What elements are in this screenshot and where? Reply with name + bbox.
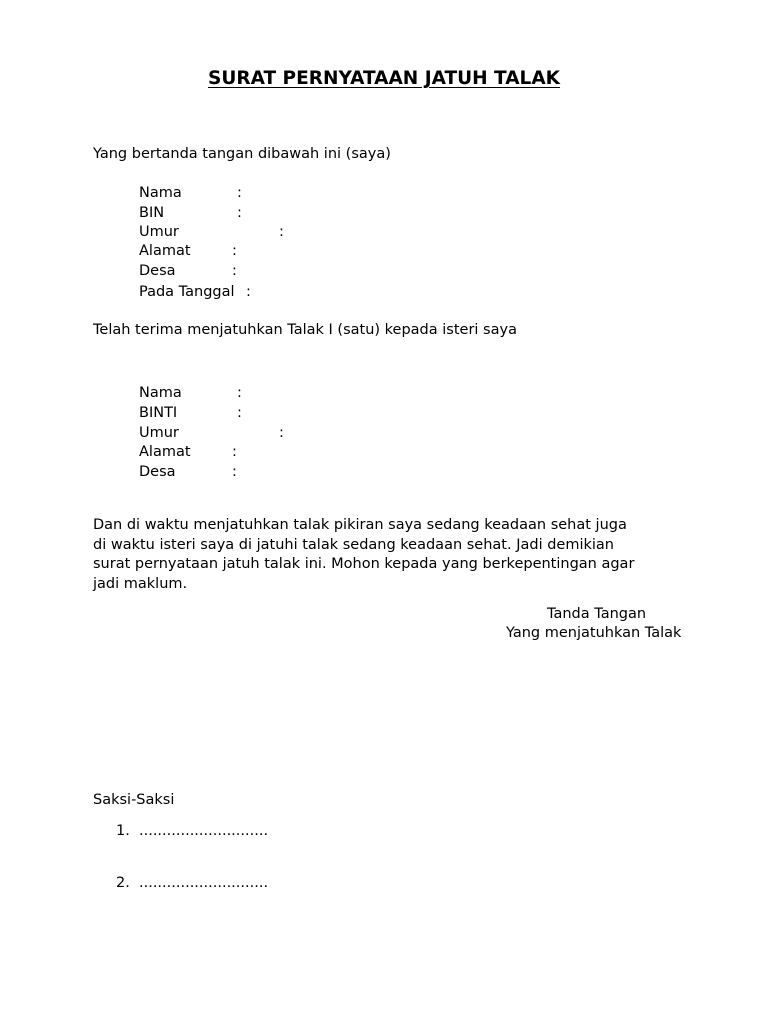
field-label-desa: Desa xyxy=(139,263,176,279)
field-colon: : xyxy=(237,185,242,201)
field-colon: : xyxy=(237,405,242,421)
field-colon: : xyxy=(279,425,284,441)
field-label-umur: Umur xyxy=(139,224,179,240)
signature-label: Tanda Tangan xyxy=(547,606,647,622)
statement-text: Telah terima menjatuhkan Talak I (satu) kepada isteri saya xyxy=(93,322,517,338)
field-colon: : xyxy=(246,284,251,300)
field-label-nama: Nama xyxy=(139,185,182,201)
declaration-line: Dan di waktu menjatuhkan talak pikiran saya sedang keadaan sehat juga xyxy=(93,517,627,533)
intro-text: Yang bertanda tangan dibawah ini (saya) xyxy=(93,146,391,162)
declaration-line: di waktu isteri saya di jatuhi talak sedang keadaan sehat. Jadi demikian xyxy=(93,536,614,553)
field-label-umur: Umur xyxy=(139,425,179,441)
field-colon: : xyxy=(279,224,284,240)
declaration-line: jadi maklum. xyxy=(93,575,188,592)
witness-signature-line: ............................ xyxy=(139,875,269,891)
field-label-nama: Nama xyxy=(139,385,182,401)
witnesses-heading: Saksi-Saksi xyxy=(93,792,175,808)
declaration-line: surat pernyataan jatuh talak ini. Mohon kepada yang berkepentingan agar xyxy=(93,556,635,573)
list-item-number: 2. xyxy=(116,875,130,891)
field-label-pada-tanggal: Pada Tanggal xyxy=(139,284,235,300)
field-colon: : xyxy=(232,444,237,460)
witness-signature-line: ............................ xyxy=(139,823,269,839)
field-label-alamat: Alamat xyxy=(139,444,191,460)
field-colon: : xyxy=(232,243,237,259)
field-label-alamat: Alamat xyxy=(139,243,191,259)
field-colon: : xyxy=(232,263,237,279)
field-label-binti: BINTI xyxy=(139,405,178,421)
field-colon: : xyxy=(237,205,242,221)
document-title: SURAT PERNYATAAN JATUH TALAK xyxy=(208,68,560,89)
field-label-desa: Desa xyxy=(139,464,176,480)
declaration-paragraph xyxy=(93,516,683,594)
field-label-bin: BIN xyxy=(139,205,165,221)
list-item-number: 1. xyxy=(116,823,130,839)
field-colon: : xyxy=(232,464,237,480)
field-colon: : xyxy=(237,385,242,401)
signature-role: Yang menjatuhkan Talak xyxy=(506,625,682,641)
